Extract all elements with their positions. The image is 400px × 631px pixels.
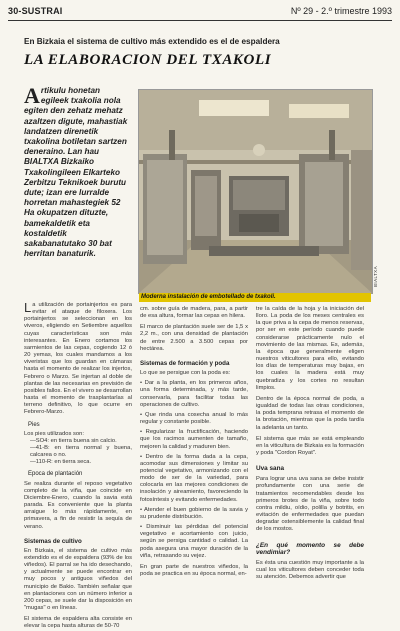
pies-item: —41-B: en tierra normal y buena, calcarea o no.: [30, 444, 132, 459]
col3-paragraph-2: Dentro de la época normal de poda, a igualdad de todas las otras condiciones, la poda temprana retrasa el momento de la brotación, mientras que la poda tardía la adelanta un tanto.: [256, 395, 364, 431]
article-lede: [24, 83, 128, 259]
intro-text: a utilización de portainjertos es para evitar el ataque de filoxera. Los portainjertos se seleccionan en los viveros, eligiendo en Setiembre aquellos cuyas características son más interesantes. En Enero cortamos los sarmientos de las cepas, cogiendo 12 ó 20 yemas, los cuales mandamos a los viveristas que los guardan en cámaras hasta el momento de realizar los injertos, Febrero o Marzo. Se injertan al doble de plantas de las necesarias en previsión de posibles fallos. En el vivero se desarrollan hasta el momento de trasplantarlas al terreno definitivo, lo que ocurre en Febrero-Marzo.: [24, 302, 132, 416]
page-label: 30-SUSTRAI: [8, 6, 63, 16]
bottling-plant-photo: [138, 89, 373, 294]
col2-paragraph-1: cm. sobre guía de madera, para, a partir de esa altura, formar las cepas en hilera.: [140, 306, 248, 320]
pies-heading: Pies: [28, 421, 40, 428]
pies-intro: Los pies utilizados son:: [24, 430, 84, 437]
article-title: LA ELABORACION DEL TXAKOLI: [24, 52, 272, 68]
uva-heading: Uva sana: [256, 465, 285, 473]
formacion-intro: Lo que se persigue con la poda es:: [140, 370, 231, 377]
lede-dropcap: A: [24, 83, 40, 108]
column-2: [140, 306, 248, 578]
uva-text: Para lograr una uva sana se debe insistir profundamente con una serie de tratamientos recomendables desde los primeros brotes de la viña, sobre todo contra mildiu, oídio, polilla y botritis, en evitación de enfermedades que puedan degradar ostensiblemente la calidad final de los mostos.: [256, 476, 364, 533]
formacion-bullet: • Disminuir las pérdidas del potencial vegetativo e acortamiento con juicio, según se persiga cantidad o calidad. La poda asegura una mayor duración de la viña, retrasando su vejez.: [140, 524, 248, 559]
epoca-text: Se realiza durante el reposo vegetativo completo de la viña, que coincide en Diciembre-Enero, cuando la savia está parada. Es conveniente que la planta arraigue lo más rápidamente, en primavera, a fin de resistir la sequía de verano.: [24, 480, 132, 530]
lede-text: rtikulu honetan egileek txakolia nola egiten den zehatz mehatz azaltzen digute, mahastiak landatzen direnetik txakolina botiletan sartzen deneraino. Lan hau BIALTXA Bizkaiko Txakolingileen Elkarteko Zerbitzu Teknikoek burutu dute; izan ere lurralde horretan mahastegiek 52 Ha okupatzen dituzte, bamekaldetik eta kostaldetik sakabanatutako 30 bat herritan banaturik.: [24, 86, 128, 259]
sistemas-heading: Sistemas de cultivo: [24, 537, 82, 545]
page-header: [8, 6, 392, 20]
vendimia-heading: ¿En qué momento se debe vendimiar?: [256, 541, 364, 556]
sistemas-paragraph-1: En Bizkaia, el sistema de cultivo más extendido es el de espaldera (93% de los viñedos). El parral se ha ido desechando, y actualmente se puede encontrar en muy pocos y antiguos viñedos del municipio de Bakio. También señalar que en plantaciones con un número inferior a 200 cepas, se suele dar la disposición en "mugas" o en líneas.: [24, 547, 132, 612]
intro-paragraph: [24, 302, 132, 417]
article-subtitle: En Bizkaia el sistema de cultivo más extendido es el de espaldera: [24, 37, 280, 46]
formacion-bullet: • Dar a la planta, en los primeros años, una forma determinada, y más tarde, conservarla, para facilitar todas las operaciones de cultivo.: [140, 380, 248, 408]
formacion-bullet: • Atender el buen gobierno de la savia y su prudente distribución.: [140, 506, 248, 520]
formacion-bullet: • Regularizar la fructificación, haciendo que los racimos aumenten de tamaño, mejoren la calidad y maduren bien.: [140, 429, 248, 450]
col2-paragraph-2: El marco de plantación suele ser de 1,5 x 2,2 m., con una densidad de plantación de entre 2.500 a 3.500 cepas por hectárea.: [140, 324, 248, 352]
col3-paragraph-1: tre la caída de la hoja y la iniciación del lloro. La poda de los meses centrales es la que priva a la cepa de menos reservas, por ser en este período cuando puede considerarse prácticamente nulo el movimiento de las mismas. Es, además, la época que generalmente eligen nuestros viticultores para ello, evitando los días de temperaturas muy bajas, en los cuales la madera está muy quebradiza y los cortes no resultan limpios.: [256, 306, 364, 391]
photo-illustration: [139, 90, 372, 293]
formacion-bullet: • Que rinda una cosecha anual lo más regular y constante posible.: [140, 411, 248, 426]
column-3: [256, 306, 364, 581]
pies-item: —SO4: en tierra buena sin calcio.: [30, 437, 117, 444]
issue-label: Nº 29 - 2.º trimestre 1993: [290, 6, 392, 16]
photo-credit: BIALTXA: [373, 266, 378, 287]
vendimia-text: Es ésta una cuestión muy importante a la cual los viticultores deben conceder toda su atención. Debemos advertir que: [256, 559, 364, 581]
col2-end-paragraph: En gran parte de nuestros viñedos, la poda se practica en su época normal, en-: [140, 563, 248, 577]
column-1: [24, 302, 132, 631]
sistemas-paragraph-2: El sistema de espaldera alta consiste en elevar la cepa hasta alturas de 50-70: [24, 616, 132, 630]
formacion-heading: Sistemas de formación y poda: [140, 359, 230, 367]
pies-item: —110-R: en tierra seca.: [30, 459, 92, 466]
formacion-bullet: • Dentro de la forma dada a la cepa, acomodar sus dimensiones y limitar su potencial vegetativo, armonizando con el modo de ser de la variedad, para colocarla en las mejores condiciones de insolación y aireamiento, favoreciendo la fotosíntesis y evitando enfermedades.: [140, 453, 248, 503]
intro-dropcap: L: [24, 300, 32, 315]
photo-caption: Moderna instalación de embotellado de txakoli.: [139, 293, 371, 302]
header-rule: [8, 20, 392, 21]
col3-paragraph-3: El sistema que más se está empleando en la viticultura de Bizkaia es la formación y poda "Cordon Royat".: [256, 435, 364, 456]
epoca-heading: Epoca de plantación: [28, 471, 83, 478]
